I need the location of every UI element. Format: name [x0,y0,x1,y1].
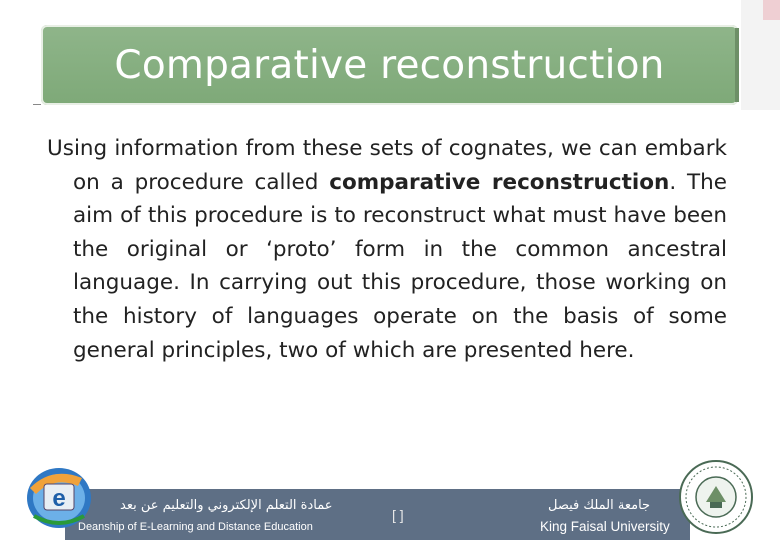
svg-text:e: e [52,485,66,512]
body-paragraph [47,132,727,367]
university-seal-icon [676,458,756,536]
footer-left-arabic: عمادة التعلم الإلكتروني والتعليم عن بعد [120,498,333,513]
body-bold-term: comparative reconstruction [329,169,670,195]
body-text-part-1: Using information from these sets of cognates, we can embark on a procedure called [47,136,727,195]
slide-title: Comparative reconstruction [114,43,665,88]
body-text-part-2: . The aim of this procedure is to reconstruct what must have been the original or ‘proto’ form in the common ancestral language. In carrying out this procedure, those working on the history of languages operate on the basis of some general principles, two of which are presented here. [73,169,728,363]
footer-left-english: Deanship of E-Learning and Distance Education [78,521,313,533]
title-banner [41,25,738,105]
slide-body [47,132,727,367]
footer-right-english: King Faisal University [540,519,670,534]
title-tick-mark [33,104,41,105]
footer-right-arabic: جامعة الملك فيصل [548,498,651,513]
pink-corner-tab [763,0,780,20]
page-number: [ ] [392,507,404,523]
title-banner-edge [735,28,739,102]
